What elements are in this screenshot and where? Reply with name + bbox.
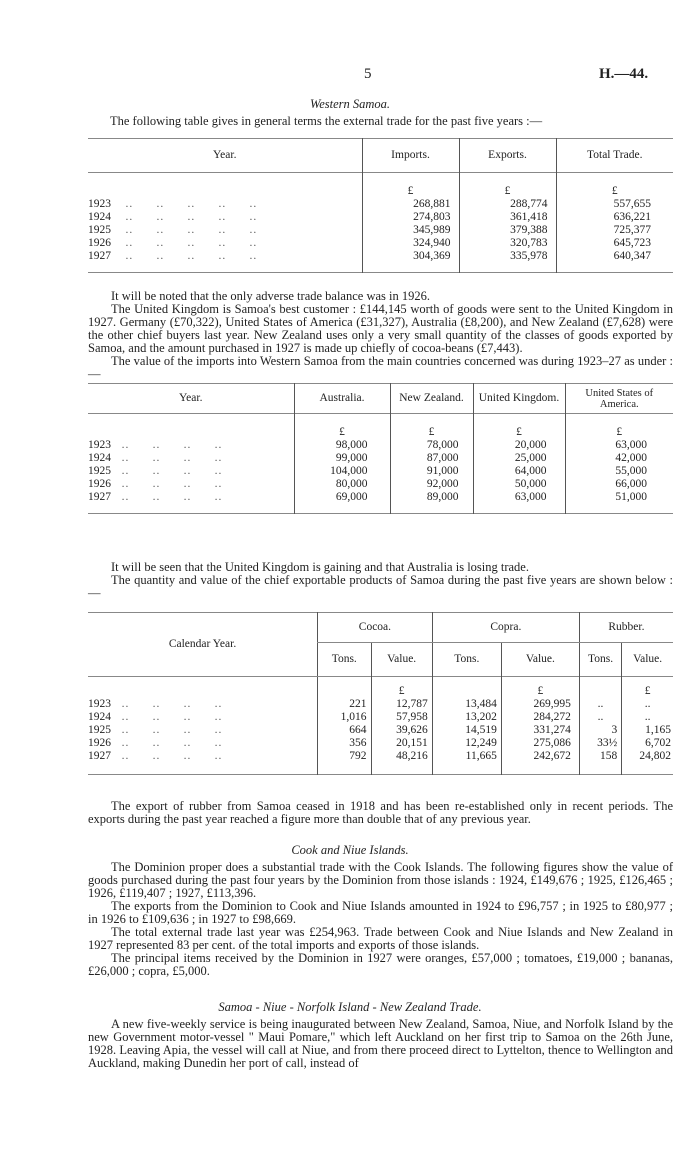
year-cell: 1926 — [88, 477, 111, 490]
currency-symbol: £ — [294, 426, 390, 439]
total-cell: 636,221 — [556, 211, 673, 224]
value-cell: 14,519 — [432, 724, 501, 737]
year-cell: 1925 — [88, 464, 111, 477]
currency-symbol: £ — [565, 426, 673, 439]
year-cell: 1924 — [88, 710, 111, 723]
total-cell: 640,347 — [556, 250, 673, 263]
value-cell: 20,000 — [473, 439, 565, 452]
value-cell: 33½ — [579, 737, 621, 750]
paragraph: The value of the imports into Western Samoa from the main countries concerned was during 1923–27 as under :— — [88, 354, 673, 381]
paragraph: It will be noted that the only adverse trade balance was in 1926. — [111, 289, 430, 303]
value-cell: 12,787 — [371, 698, 432, 711]
trade-intro: The following table gives in general terms the external trade for the past five years :— — [110, 114, 543, 128]
table-row: 1923 .. .. .. .. .. 268,881 288,774 557,655 — [88, 198, 673, 211]
exports-cell: 288,774 — [459, 198, 556, 211]
table-row: 1925 .. .. .. .. 664 39,626 14,519 331,274 3 1,165 — [88, 723, 671, 736]
value-cell: 792 — [318, 750, 371, 763]
value-cell: 6,702 — [622, 737, 673, 750]
currency-symbol: £ — [390, 426, 473, 439]
exports-cell: 320,783 — [459, 237, 556, 250]
col-header-year: Year. — [179, 392, 203, 404]
table-row: 1924 .. .. .. .. 99,000 87,000 25,000 42,000 — [88, 452, 673, 465]
table-row: 1927 .. .. .. .. .. 304,369 335,978 640,347 — [88, 250, 673, 263]
table-row: 1926 .. .. .. .. 80,000 92,000 50,000 66,000 — [88, 478, 673, 491]
col-header-usa: United States of America. — [565, 384, 673, 414]
value-cell: 269,995 — [501, 698, 579, 711]
col-header-australia: Australia. — [294, 384, 390, 414]
table-row: 1926 .. .. .. .. .. 324,940 320,783 645,723 — [88, 237, 673, 250]
value-cell: .. — [579, 698, 621, 711]
year-cell: 1923 — [88, 197, 111, 210]
value-cell: 69,000 — [294, 491, 390, 504]
value-cell: 87,000 — [390, 452, 473, 465]
currency-symbol: £ — [501, 685, 579, 698]
value-cell: 11,665 — [432, 750, 501, 763]
col-header-exports: Exports. — [459, 139, 556, 173]
value-cell: 25,000 — [473, 452, 565, 465]
value-cell: 91,000 — [390, 465, 473, 478]
value-cell: 664 — [318, 724, 371, 737]
value-cell: 89,000 — [390, 491, 473, 504]
year-cell: 1924 — [88, 210, 111, 223]
col-header-tons: Tons. — [432, 643, 501, 677]
imports-cell: 268,881 — [362, 198, 459, 211]
page-number: 5 — [364, 66, 372, 82]
value-cell: 13,484 — [432, 698, 501, 711]
value-cell: 98,000 — [294, 439, 390, 452]
total-cell: 725,377 — [556, 224, 673, 237]
table-row: 1924 .. .. .. .. .. 274,803 361,418 636,221 — [88, 211, 673, 224]
value-cell: 12,249 — [432, 737, 501, 750]
year-cell: 1923 — [88, 438, 111, 451]
col-header-tons: Tons. — [579, 643, 621, 677]
value-cell: 221 — [318, 698, 371, 711]
col-header-value: Value. — [622, 643, 673, 677]
imports-by-country-table — [88, 383, 673, 514]
value-cell: 51,000 — [565, 491, 673, 504]
currency-symbol: £ — [622, 685, 673, 698]
value-cell: 63,000 — [473, 491, 565, 504]
value-cell: .. — [622, 711, 673, 724]
col-header-cocoa: Cocoa. — [318, 613, 433, 643]
section-heading-western-samoa: Western Samoa. — [309, 97, 391, 111]
col-header-united-kingdom: United Kingdom. — [473, 384, 565, 414]
section-heading-cook-niue: Cook and Niue Islands. — [291, 843, 409, 857]
paragraph: The quantity and value of the chief exportable products of Samoa during the past five years are shown below :— — [88, 573, 673, 600]
year-cell: 1927 — [88, 749, 111, 762]
col-header-copra: Copra. — [432, 613, 579, 643]
paragraph: The exports from the Dominion to Cook and Niue Islands amounted in 1924 to £96,757 ; in 1925 to £80,977 ; in 1926 to £109,636 ; in 1927 to £98,669. — [88, 899, 673, 926]
year-cell: 1923 — [88, 697, 111, 710]
col-header-tons: Tons. — [318, 643, 371, 677]
value-cell: .. — [579, 711, 621, 724]
external-trade-table — [88, 138, 673, 273]
total-cell: 645,723 — [556, 237, 673, 250]
currency-symbol: £ — [362, 185, 459, 198]
table-row: 1924 .. .. .. .. 1,016 57,958 13,202 284,272 .. .. — [88, 711, 673, 724]
value-cell: 50,000 — [473, 478, 565, 491]
table-row: 1926 .. .. .. .. 356 20,151 12,249 275,086 33½ 6,702 — [88, 736, 671, 749]
paragraph: It will be seen that the United Kingdom is gaining and that Australia is losing trade. — [111, 560, 529, 574]
currency-symbol: £ — [371, 685, 432, 698]
year-cell: 1924 — [88, 451, 111, 464]
value-cell: 13,202 — [432, 711, 501, 724]
paragraph: The total external trade last year was £254,963. Trade between Cook and Niue Islands and New Zealand in 1927 represented 83 per cent. of the total imports and exports of those islands. — [88, 925, 673, 952]
table-row: 1923 .. .. .. .. 221 12,787 13,484 269,995 .. .. — [88, 698, 673, 711]
table-row: 1923 .. .. .. .. 98,000 78,000 20,000 63,000 — [88, 439, 673, 452]
value-cell: 284,272 — [501, 711, 579, 724]
imports-cell: 345,989 — [362, 224, 459, 237]
value-cell: 158 — [579, 750, 621, 763]
col-header-year: Year. — [213, 149, 237, 161]
year-cell: 1927 — [88, 490, 111, 503]
value-cell: 55,000 — [565, 465, 673, 478]
imports-cell: 304,369 — [362, 250, 459, 263]
value-cell: 331,274 — [501, 724, 579, 737]
value-cell: 242,672 — [501, 750, 579, 763]
imports-cell: 324,940 — [362, 237, 459, 250]
col-header-new-zealand: New Zealand. — [390, 384, 473, 414]
value-cell: .. — [622, 698, 673, 711]
currency-symbol: £ — [556, 185, 673, 198]
exports-cell: 379,388 — [459, 224, 556, 237]
value-cell: 104,000 — [294, 465, 390, 478]
year-cell: 1926 — [88, 236, 111, 249]
paragraph: The export of rubber from Samoa ceased in 1918 and has been re-established only in recent periods. The exports during the past year reached a figure more than double that of any previous year. — [88, 799, 673, 826]
value-cell: 99,000 — [294, 452, 390, 465]
paragraph: The Dominion proper does a substantial trade with the Cook Islands. The following figures show the value of goods purchased during the past four years by the Dominion from those islands : 1924, £149,676 ; 1925, £126,465 ; 1926, £119,407 ; 1927, £113,396. — [88, 860, 673, 900]
value-cell: 66,000 — [565, 478, 673, 491]
col-header-value: Value. — [501, 643, 579, 677]
value-cell: 1,165 — [622, 724, 673, 737]
exports-cell: 335,978 — [459, 250, 556, 263]
value-cell: 80,000 — [294, 478, 390, 491]
col-header-total: Total Trade. — [556, 139, 673, 173]
value-cell: 39,626 — [371, 724, 432, 737]
year-cell: 1925 — [88, 223, 111, 236]
value-cell: 24,802 — [622, 750, 673, 763]
year-cell: 1926 — [88, 736, 111, 749]
col-header-value: Value. — [371, 643, 432, 677]
value-cell: 63,000 — [565, 439, 673, 452]
paragraph: The principal items received by the Dominion in 1927 were oranges, £57,000 ; tomatoes, £19,000 ; bananas, £26,000 ; copra, £5,000. — [88, 951, 673, 978]
table-row: 1927 .. .. .. .. 69,000 89,000 63,000 51,000 — [88, 491, 673, 504]
value-cell: 20,151 — [371, 737, 432, 750]
value-cell: 3 — [579, 724, 621, 737]
table-row: 1927 .. .. .. .. 792 48,216 11,665 242,672 158 24,802 — [88, 749, 671, 762]
currency-symbol: £ — [473, 426, 565, 439]
paragraph: A new five-weekly service is being inaugurated between New Zealand, Samoa, Niue, and Norfolk Island by the new Government motor-vessel " Maui Pomare," which left Auckland on her first trip to Samoa on the 26th June, 1928. Leaving Apia, the vessel will call at Niue, and from there proceed direct to Lyttelton, thence to Wellington and Auckland, making Dunedin her port of call, instead of — [88, 1017, 673, 1070]
value-cell: 48,216 — [371, 750, 432, 763]
currency-symbol: £ — [459, 185, 556, 198]
col-header-imports: Imports. — [362, 139, 459, 173]
value-cell: 356 — [318, 737, 371, 750]
exportable-products-table — [88, 612, 673, 775]
year-cell: 1927 — [88, 249, 111, 262]
imports-cell: 274,803 — [362, 211, 459, 224]
value-cell: 64,000 — [473, 465, 565, 478]
value-cell: 92,000 — [390, 478, 473, 491]
value-cell: 57,958 — [371, 711, 432, 724]
document-reference: H.—44. — [599, 66, 649, 82]
year-cell: 1925 — [88, 723, 111, 736]
value-cell: 42,000 — [565, 452, 673, 465]
value-cell: 1,016 — [318, 711, 371, 724]
paragraph: The United Kingdom is Samoa's best customer : £144,145 worth of goods were sent to the United Kingdom in 1927. Germany (£70,322), United States of America (£31,327), Australia (£8,200), and New Zealand (£7,628) were the other chief buyers last year. New Zealand uses only a very small quantity of the classes of goods exported by Samoa, and the amount purchased in 1927 is made up chiefly of cocoa-beans (£7,443). — [88, 302, 673, 355]
col-header-rubber: Rubber. — [579, 613, 673, 643]
col-header-calendar-year: Calendar Year. — [88, 613, 318, 677]
value-cell: 78,000 — [390, 439, 473, 452]
exports-cell: 361,418 — [459, 211, 556, 224]
section-heading-samoa-niue-norfolk: Samoa - Niue - Norfolk Island - New Zealand Trade. — [218, 1000, 482, 1014]
table-row: 1925 .. .. .. .. 104,000 91,000 64,000 55,000 — [88, 465, 673, 478]
table-row: 1925 .. .. .. .. .. 345,989 379,388 725,377 — [88, 224, 673, 237]
total-cell: 557,655 — [556, 198, 673, 211]
value-cell: 275,086 — [501, 737, 579, 750]
